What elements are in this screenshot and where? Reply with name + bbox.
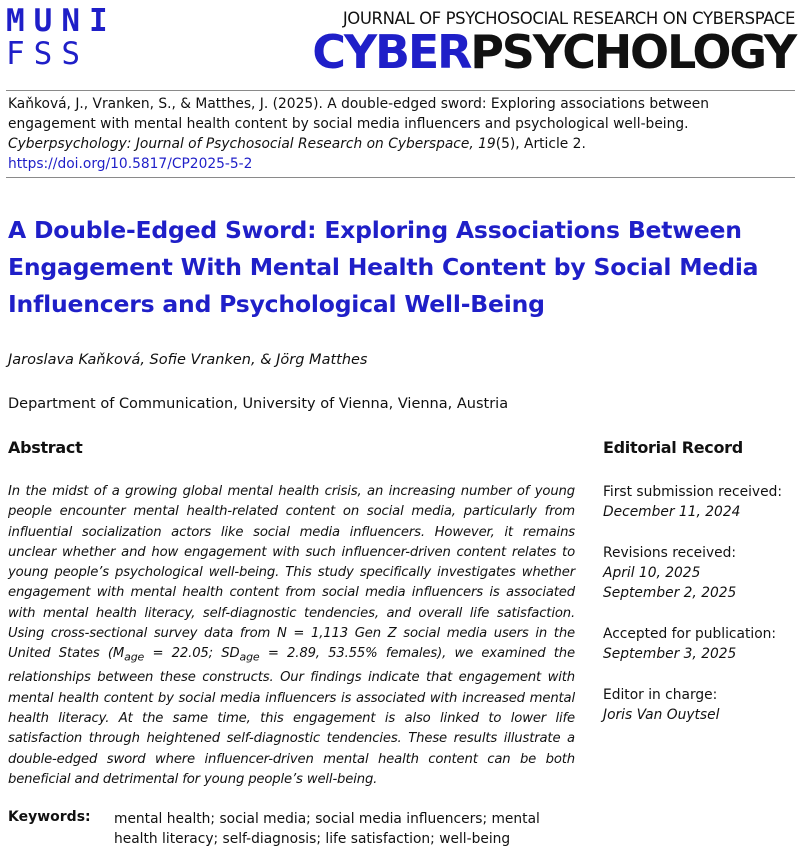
article-affiliation: Department of Communication, University of Vienna, Vienna, Austria: [8, 396, 509, 412]
revision-date-1: April 10, 2025: [603, 565, 701, 582]
abstract-sub-age-2: age: [239, 651, 260, 665]
citation-journal: Cyberpsychology: Journal of Psychosocial Research on Cyberspace, 19: [8, 136, 496, 152]
revisions-label: Revisions received:: [603, 544, 737, 561]
abstract-sub-age-1: age: [124, 651, 145, 665]
accepted-label: Accepted for publication:: [603, 626, 777, 643]
revisions-group: [603, 543, 798, 604]
citation-issue: (5), Article 2.: [495, 136, 586, 152]
first-submission-group: [603, 482, 798, 523]
abstract-body: [8, 482, 575, 790]
keywords-label: Keywords:: [8, 809, 91, 825]
citation-rule: [6, 177, 795, 178]
first-submission-label: First submission received:: [603, 484, 782, 500]
journal-subtitle: JOURNAL OF PSYCHOSOCIAL RESEARCH ON CYBERSPACE: [342, 9, 795, 28]
journal-name: [312, 25, 795, 79]
editor-label: Editor in charge:: [603, 686, 718, 703]
logo-fss: FSS: [6, 36, 89, 72]
article-title: A Double-Edged Sword: Exploring Associations Between Engagement With Mental Health Content by Social Media Influencers and Psychological Well-Being: [8, 216, 759, 318]
editorial-record-heading: Editorial Record: [603, 438, 743, 457]
abstract-part2: = 22.05; SD: [144, 646, 240, 662]
first-submission-date: December 11, 2024: [603, 504, 741, 521]
editor-group: [603, 685, 798, 726]
abstract-part3: = 2.89, 53.55% females), we examined the relationships between these constructs. Our findings indicate that engagement with mental health content by social media influencers is associated with increased mental health literacy. At the same time, this engagement is also linked to lower life satisfaction through heightened self-diagnostic tendencies. These results illustrate a double-edged sword where influencer-driven mental health content can be both beneficial and detrimental for young people’s well-being.: [8, 646, 575, 787]
abstract-part1: In the midst of a growing global mental health crisis, an increasing number of young people encounter mental health-related content on social media, particularly from influential socialization actors like social media influencers. However, it remains unclear whether and how engagement with such influencer-driven content relates to young people’s psychological well-being. This study specifically investigates whether engagement with mental health content from social media influencers is associated with mental health literacy, self-diagnostic tendencies, and overall life satisfaction. Using cross-sectional survey data from N = 1,113 Gen Z social media users in the United States (M: [8, 484, 575, 662]
editor-name: Joris Van Ouytsel: [603, 707, 720, 724]
article-authors: Jaroslava Kaňková, Sofie Vranken, & Jörg Matthes: [8, 352, 368, 368]
citation-block: [8, 94, 788, 174]
journal-name-psychology: PSYCHOLOGY: [470, 25, 795, 79]
header-rule: [6, 90, 795, 91]
logo-muni: MUNI: [6, 3, 117, 39]
accepted-date: September 3, 2025: [603, 646, 737, 663]
muni-fss-logo: [6, 5, 117, 71]
accepted-group: [603, 624, 798, 665]
keywords-text: mental health; social media; social media influencers; mental health literacy; self-diagnosis; life satisfaction; well-being: [114, 811, 540, 847]
journal-name-cyber: CYBER: [312, 25, 471, 79]
doi-link[interactable]: https://doi.org/10.5817/CP2025-5-2: [8, 156, 253, 172]
citation-text: Kaňková, J., Vranken, S., & Matthes, J. (2025). A double-edged sword: Exploring associations between engagement with mental health content by social media influencers and psychological well-being.: [8, 96, 709, 132]
revision-date-2: September 2, 2025: [603, 585, 737, 602]
editorial-record: [603, 482, 798, 746]
abstract-heading: Abstract: [8, 438, 83, 457]
